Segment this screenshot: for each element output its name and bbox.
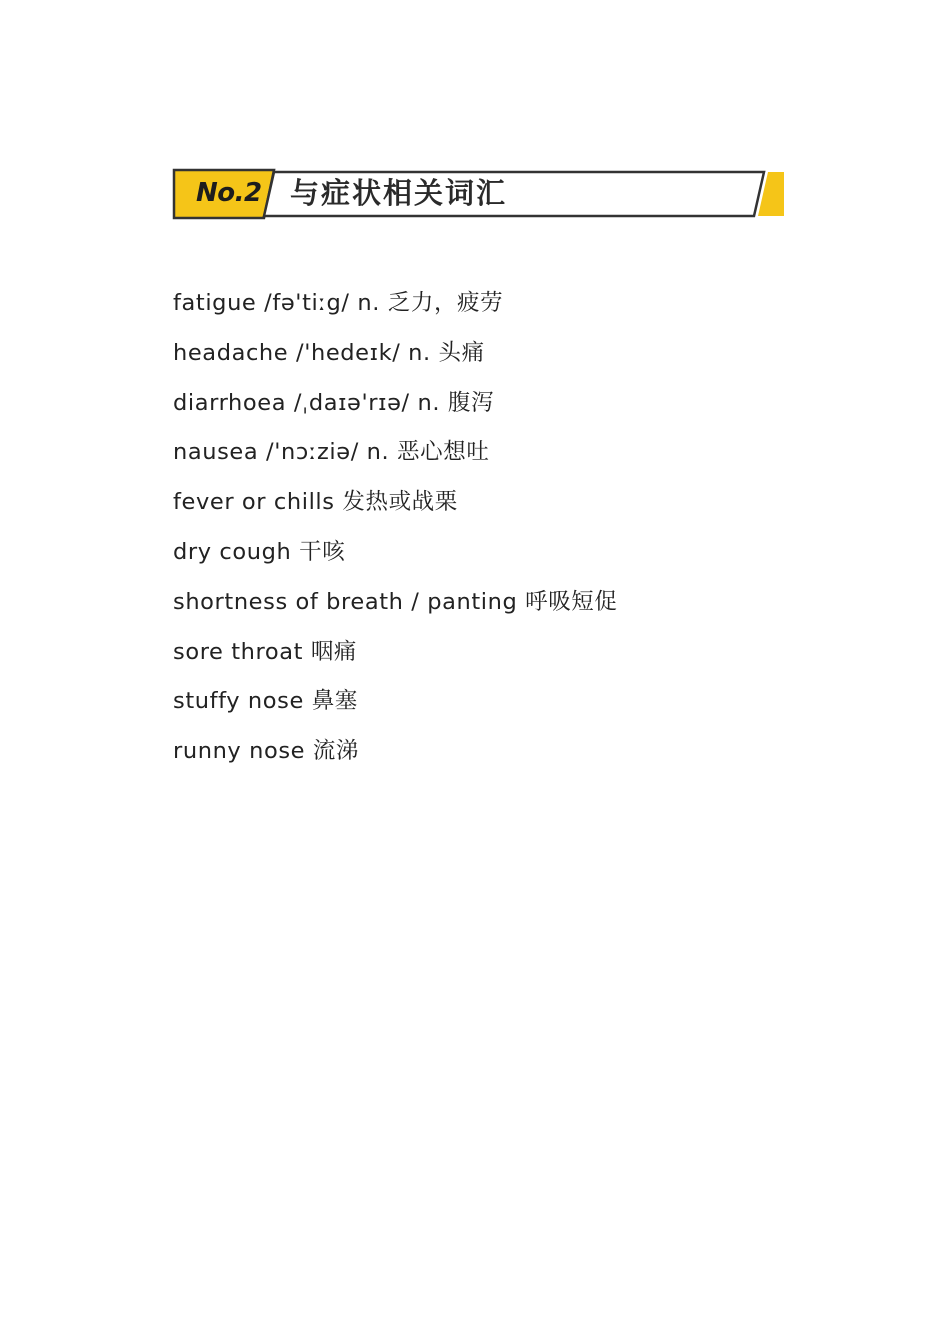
- vocab-term: fever or chills: [173, 489, 335, 516]
- vocab-meaning: 腹泻: [447, 389, 495, 416]
- vocab-term: dry cough: [173, 538, 292, 565]
- vocab-phonetic: /'nɔːziə/: [266, 439, 359, 466]
- vocab-phonetic: /ˌdaɪə'rɪə/: [293, 389, 410, 416]
- vocab-meaning: 呼吸短促: [525, 588, 618, 615]
- vocab-meaning: 干咳: [299, 538, 346, 565]
- vocabulary-list: [173, 283, 618, 781]
- vocab-term: runny nose: [173, 738, 306, 765]
- vocab-pos: n.: [366, 439, 390, 466]
- vocab-meaning: 发热或战栗: [342, 489, 458, 516]
- vocab-meaning: 咽痛: [310, 638, 358, 665]
- vocab-item: [173, 632, 618, 682]
- vocab-term: headache: [173, 339, 289, 366]
- vocab-meaning: 乏力，疲劳: [387, 290, 504, 316]
- vocab-item: [173, 482, 618, 532]
- vocab-term: fatigue: [173, 290, 257, 316]
- section-header-banner: [172, 168, 784, 220]
- vocab-phonetic: /fə'tiːg/: [264, 290, 350, 316]
- vocab-item: [173, 681, 618, 731]
- vocab-term: stuffy nose: [173, 688, 304, 715]
- vocab-pos: n.: [408, 339, 431, 366]
- vocab-meaning: 恶心想吐: [397, 439, 490, 466]
- vocab-term: diarrhoea: [173, 389, 287, 416]
- vocab-phonetic: /'hedeɪk/: [296, 339, 401, 366]
- vocab-item: [173, 432, 618, 482]
- vocab-term: shortness of breath / panting: [173, 588, 518, 615]
- vocab-meaning: 流涕: [312, 738, 360, 765]
- vocab-term: sore throat: [173, 638, 304, 665]
- vocab-pos: n.: [357, 290, 380, 316]
- vocab-item: [173, 532, 618, 582]
- section-number: No.2: [196, 178, 262, 208]
- vocab-item: [173, 283, 618, 333]
- vocab-term: nausea: [173, 439, 259, 466]
- vocab-item: [173, 333, 618, 383]
- vocab-meaning: 头痛: [438, 339, 485, 366]
- section-title: 与症状相关词汇: [290, 176, 508, 210]
- vocab-item: [173, 383, 618, 433]
- vocab-pos: n.: [417, 389, 441, 416]
- vocab-item: [173, 582, 618, 632]
- vocab-meaning: 鼻塞: [311, 688, 358, 715]
- vocab-item: [173, 731, 618, 781]
